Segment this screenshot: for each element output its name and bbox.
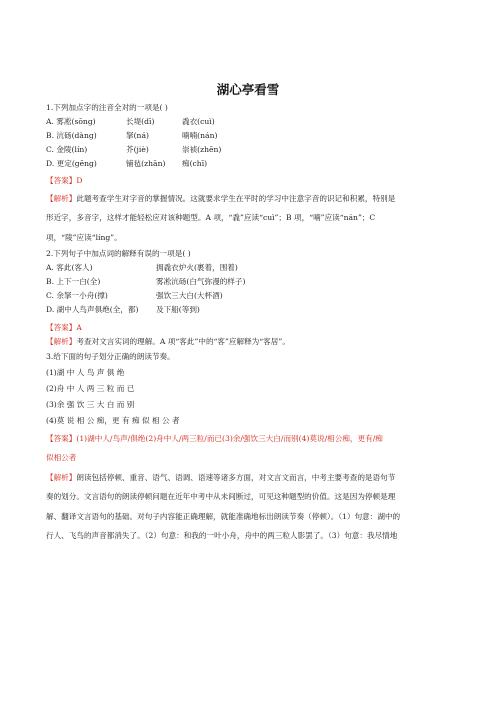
question-3-item-1: (1)湖 中 人 鸟 声 俱 绝 xyxy=(46,367,125,377)
question-1-answer: 【答案】D xyxy=(46,176,83,186)
question-2-stem: 2.下列句子中加点词的解释有误的一项是( ) xyxy=(46,249,191,259)
question-3-analysis: 【解析】朗读包括停顿、重音、语气、语调、语速等诸多方面，对文言文而言，中考主要考查的是语句节 奏的划分。文言语句的朗读停顿问题在近年中考中从未间断过，可见这种题型的价值。这是因为停顿是理 解、翻译文言语句的基础。对句子内容能正确理解，就能准确地标出朗读节奏（停顿）。（1）句意：湖中的 行人、飞鸟的声音都消失了。（2）句意：和我的一叶小舟，舟中的两三粒人影罢了。（3）句意：我尽情地 xyxy=(46,472,401,541)
question-2-option-a: A. 客此(客人) 拥毳衣炉火(裹着，围着) xyxy=(46,263,238,273)
question-1-option-a: A. 雾凇(sōng) 长堤(dī) 毳衣(cuì) xyxy=(46,117,215,127)
question-1-option-d: D. 更定(gēng) 铺毡(zhān) 痴(chī) xyxy=(46,159,208,169)
question-1-stem: 1.下列加点字的注音全对的一项是( ) xyxy=(46,103,168,112)
question-3-item-2: (2)舟 中 人 两 三 粒 而 已 xyxy=(46,383,135,393)
question-2-option-c: C. 余拏一小舟(撑) 强饮三大白(大杯酒) xyxy=(46,291,223,301)
question-2-option-d: D. 湖中人鸟声俱绝(全，都) 及下船(等到) xyxy=(46,305,200,315)
question-1-option-c: C. 金陵(lín) 芥(jiè) 崇祯(zhēn) xyxy=(46,145,222,155)
question-1-option-b: B. 沆砀(dàng) 拏(ná) 喃喃(nán) xyxy=(46,131,218,141)
question-3-stem: 3.给下面的句子划分正确的朗读节奏。 xyxy=(46,351,175,361)
document-content xyxy=(46,101,452,546)
page-title: 湖心亭看雪 xyxy=(216,82,280,97)
question-2-option-b: B. 上下一白(全) 雾凇沆砀(白气弥漫的样子) xyxy=(46,277,246,287)
question-2-answer: 【答案】A xyxy=(46,322,82,332)
question-3-item-3: (3)余 强 饮 三 大 白 而 别 xyxy=(46,399,135,409)
question-1-analysis: 【解析】此题考查学生对字音的掌握情况。这就要求学生在平时的学习中注意字音的识记和积累，特别是 形近字，多音字，这样才能轻松应对该种题型。A 项，“毳”应读“cuì”；B 项，“喃”应读“nán”；C 项，“陵”应读“líng”。 xyxy=(46,193,396,242)
question-3-answer: 【答案】(1)湖中人/鸟声/俱绝(2)舟中人/两三粒/而已(3)余/强饮三大白/而别(4)莫说/相公痴，更有/痴 似相公者 xyxy=(46,433,383,463)
question-3-item-4: (4)莫 说 相 公 痴，更 有 痴 似 相 公 者 xyxy=(46,415,180,425)
question-2-analysis: 【解析】考查对文言实词的理解。A 项“客此”中的“客”应解释为“客居”。 xyxy=(46,336,290,346)
